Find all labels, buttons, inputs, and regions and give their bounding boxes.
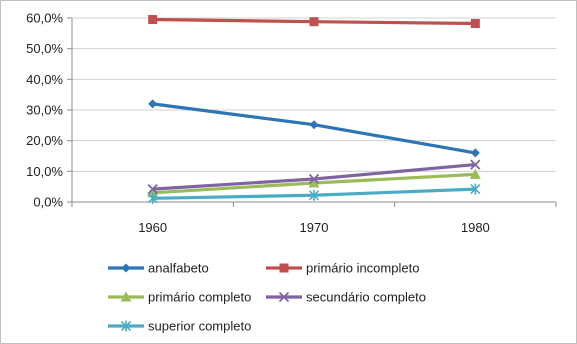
legend-swatch-marker: [280, 264, 289, 273]
legend-item-primario-completo: [108, 290, 251, 305]
legend-label: superior completo: [148, 318, 252, 334]
data-point-primario-incompleto: [148, 15, 157, 24]
data-point-analfabeto: [310, 120, 319, 129]
grid-lines: [72, 18, 556, 171]
legend-label: primário completo: [148, 289, 252, 305]
y-tick-label: 20,0%: [26, 133, 63, 149]
legend-item-primario-incompleto: [266, 261, 419, 276]
y-tick-labels: [26, 11, 63, 210]
x-tick-label: 1980: [460, 220, 490, 235]
legend-label: primário incompleto: [306, 260, 420, 276]
x-tick-label: 1970: [299, 220, 329, 235]
y-tick-label: 30,0%: [26, 102, 63, 118]
legend-item-secundario-completo: [266, 290, 426, 305]
legend-item-analfabeto: [108, 261, 209, 276]
y-tick-label: 0,0%: [33, 194, 63, 210]
legend: [108, 261, 426, 334]
y-tick-label: 50,0%: [26, 41, 63, 57]
data-point-primario-incompleto: [310, 17, 319, 26]
y-tick-label: 10,0%: [26, 163, 63, 179]
data-point-analfabeto: [471, 148, 480, 157]
x-tick-label: 1960: [138, 220, 168, 235]
x-tick-labels: [138, 220, 490, 235]
legend-label: secundário completo: [306, 289, 426, 305]
legend-label: analfabeto: [148, 260, 209, 276]
legend-item-superior-completo: [108, 319, 251, 334]
data-point-primario-incompleto: [471, 19, 480, 28]
y-tick-label: 60,0%: [26, 10, 63, 26]
legend-swatch-marker: [122, 264, 131, 273]
data-point-analfabeto: [148, 99, 157, 108]
series-group: [147, 15, 481, 204]
y-tick-label: 40,0%: [26, 71, 63, 87]
